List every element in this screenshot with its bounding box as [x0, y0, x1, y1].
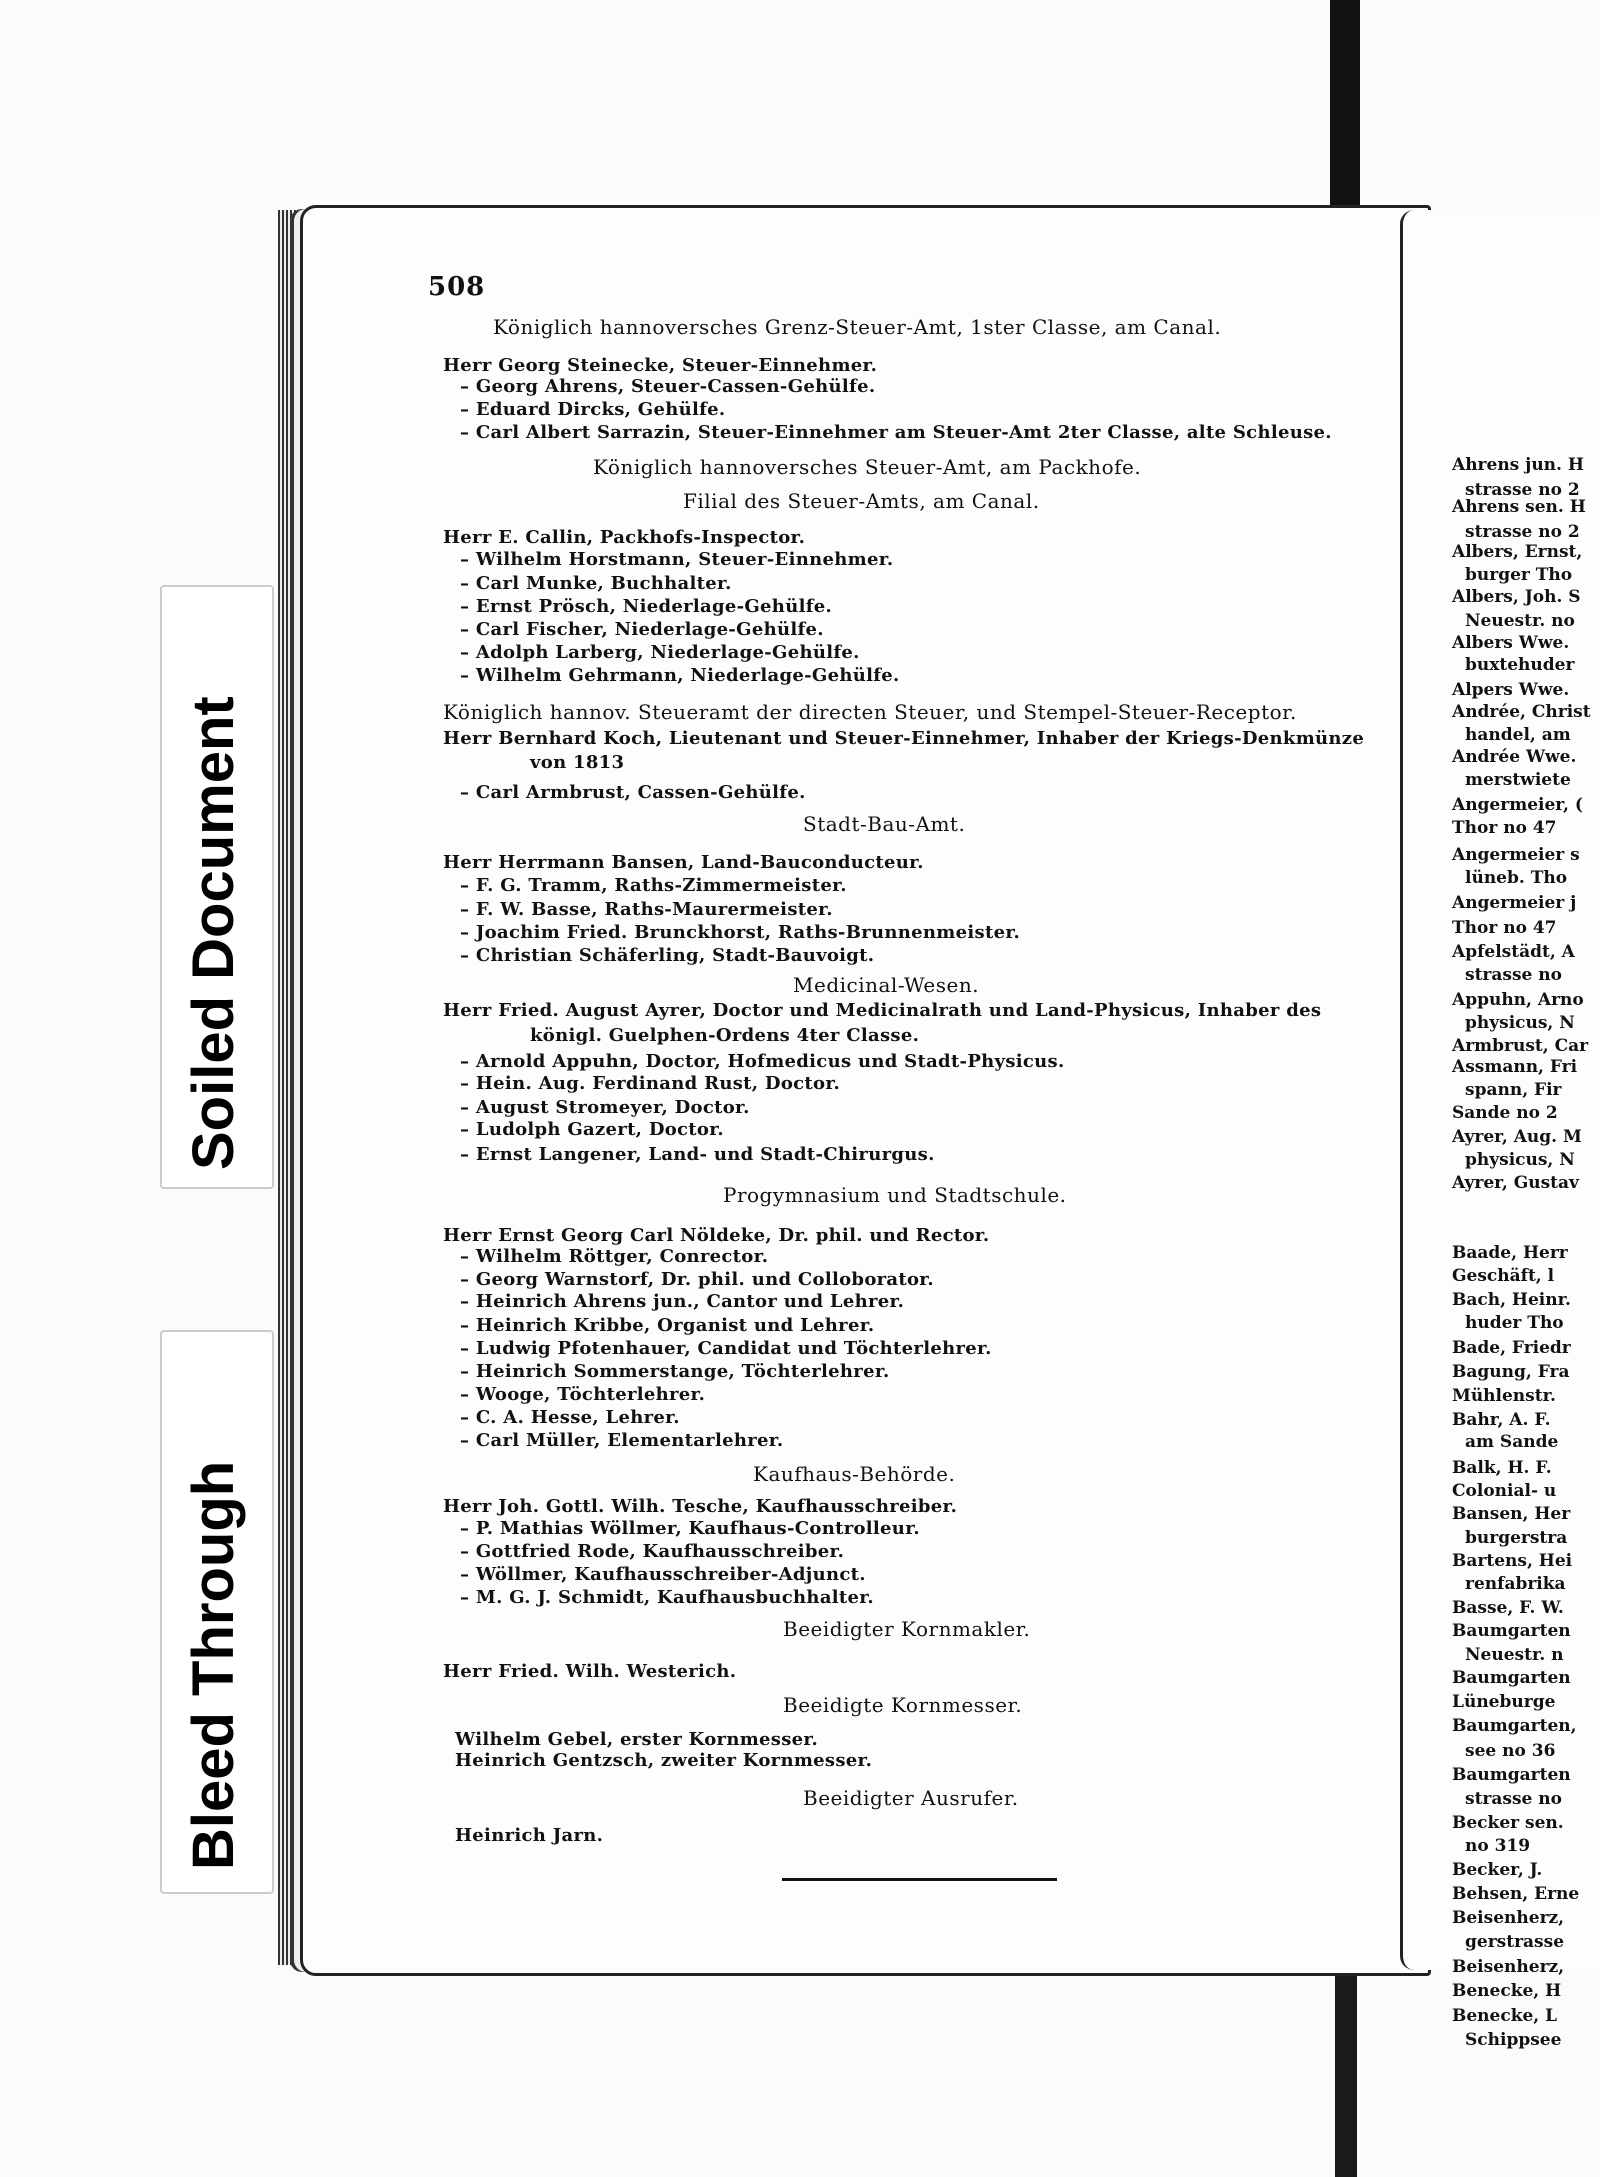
right-page-entry-line: Schippsee	[1465, 2030, 1562, 2050]
right-page-entry-line: Becker, J.	[1452, 1860, 1543, 1880]
entry-line: – Carl Fischer, Niederlage-Gehülfe.	[460, 619, 824, 640]
entry-line: – Carl Armbrust, Cassen-Gehülfe.	[460, 782, 806, 803]
entry-line: – F. G. Tramm, Raths-Zimmermeister.	[460, 875, 847, 896]
section-heading: Medicinal-Wesen.	[793, 973, 980, 997]
right-page-entry-line: Bade, Friedr	[1452, 1338, 1571, 1358]
right-page-entry-line: Mühlenstr.	[1452, 1386, 1556, 1406]
entry-line: – Georg Warnstorf, Dr. phil. und Colloborator.	[460, 1269, 934, 1290]
entry-line: – Wöllmer, Kaufhausschreiber-Adjunct.	[460, 1564, 866, 1585]
entry-line: Herr Herrmann Bansen, Land-Bauconducteur.	[443, 852, 924, 873]
right-page-entry-line: Ahrens sen. H	[1452, 497, 1586, 517]
right-page-entry-line: Lüneburge	[1452, 1692, 1556, 1712]
entry-line: – Heinrich Sommerstange, Töchterlehrer.	[460, 1361, 890, 1382]
section-heading: Königlich hannov. Steueramt der directen Steuer, und Stempel-Steuer-Receptor.	[443, 700, 1297, 724]
right-page-entry-line: am Sande	[1465, 1432, 1559, 1452]
page-number: 508	[428, 272, 486, 302]
right-page-entry-line: handel, am	[1465, 725, 1571, 745]
right-page-entry-line: Basse, F. W.	[1452, 1598, 1564, 1618]
entry-line: – Eduard Dircks, Gehülfe.	[460, 399, 726, 420]
right-page-entry-line: Baumgarten	[1452, 1621, 1571, 1641]
entry-line: – Hein. Aug. Ferdinand Rust, Doctor.	[460, 1073, 841, 1094]
section-heading: Progymnasium und Stadtschule.	[723, 1183, 1067, 1207]
entry-line: – Ernst Langener, Land- und Stadt-Chirurgus.	[460, 1144, 935, 1165]
right-page-entry-line: Neuestr. n	[1465, 1645, 1564, 1665]
entry-line: – M. G. J. Schmidt, Kaufhausbuchhalter.	[460, 1587, 874, 1608]
entry-line: – Ludolph Gazert, Doctor.	[460, 1119, 724, 1140]
right-page-entry-line: renfabrika	[1465, 1574, 1566, 1594]
right-page-entry-line: Bach, Heinr.	[1452, 1290, 1571, 1310]
entry-line: – Carl Munke, Buchhalter.	[460, 573, 732, 594]
right-page-entry-line: Behsen, Erne	[1452, 1884, 1580, 1904]
entry-line: Herr Bernhard Koch, Lieutenant und Steuer-Einnehmer, Inhaber der Kriegs-Denkmünze	[443, 728, 1365, 749]
right-page-entry-line: merstwiete	[1465, 770, 1571, 790]
right-page-entry-line: Geschäft, l	[1452, 1266, 1555, 1286]
entry-line: – Wilhelm Gehrmann, Niederlage-Gehülfe.	[460, 665, 900, 686]
entry-line: – Carl Albert Sarrazin, Steuer-Einnehmer am Steuer-Amt 2ter Classe, alte Schleuse.	[460, 422, 1332, 443]
right-page-entry-line: Albers Wwe.	[1452, 633, 1570, 653]
entry-line: – P. Mathias Wöllmer, Kaufhaus-Controlleur.	[460, 1518, 920, 1539]
right-page-entry-line: physicus, N	[1465, 1013, 1575, 1033]
right-page-entry-line: Andrée, Christ	[1452, 702, 1591, 722]
right-page-entry-line: Balk, H. F.	[1452, 1458, 1552, 1478]
entry-line: – Carl Müller, Elementarlehrer.	[460, 1430, 784, 1451]
entry-line: Herr Fried. August Ayrer, Doctor und Medicinalrath und Land-Physicus, Inhaber des	[443, 1000, 1322, 1021]
right-page-entry-line: Angermeier s	[1452, 845, 1580, 865]
entry-line: – Arnold Appuhn, Doctor, Hofmedicus und Stadt-Physicus.	[460, 1051, 1065, 1072]
entry-line: – C. A. Hesse, Lehrer.	[460, 1407, 680, 1428]
right-page-entry-line: Armbrust, Car	[1452, 1036, 1589, 1056]
separator-rule	[782, 1878, 1057, 1881]
entry-line: Herr Joh. Gottl. Wilh. Tesche, Kaufhausschreiber.	[443, 1496, 958, 1517]
right-page-entry-line: Baumgarten	[1452, 1668, 1571, 1688]
entry-line: Heinrich Gentzsch, zweiter Kornmesser.	[455, 1750, 873, 1771]
section-heading: Königlich hannoversches Steuer-Amt, am Packhofe.	[593, 455, 1142, 479]
entry-line: – Wilhelm Horstmann, Steuer-Einnehmer.	[460, 549, 894, 570]
right-page-entry-line: gerstrasse	[1465, 1932, 1565, 1952]
right-page-entry-line: physicus, N	[1465, 1150, 1575, 1170]
right-page-entry-line: Appuhn, Arno	[1452, 990, 1584, 1010]
right-page-entry-line: lüneb. Tho	[1465, 868, 1568, 888]
right-page-entry-line: Apfelstädt, A	[1452, 942, 1575, 962]
entry-line: Herr Georg Steinecke, Steuer-Einnehmer.	[443, 355, 878, 376]
entry-line: – Heinrich Ahrens jun., Cantor und Lehrer.	[460, 1291, 905, 1312]
entry-line: Herr E. Callin, Packhofs-Inspector.	[443, 527, 806, 548]
entry-line: – Gottfried Rode, Kaufhausschreiber.	[460, 1541, 845, 1562]
right-page-entry-line: Bagung, Fra	[1452, 1362, 1570, 1382]
entry-line: – Wilhelm Röttger, Conrector.	[460, 1246, 769, 1267]
right-page-entry-line: spann, Fir	[1465, 1080, 1562, 1100]
entry-line: – Ernst Prösch, Niederlage-Gehülfe.	[460, 596, 833, 617]
right-page-entry-line: Thor no 47	[1452, 818, 1557, 838]
right-page-entry-line: Bansen, Her	[1452, 1504, 1571, 1524]
right-page-entry-line: Becker sen.	[1452, 1813, 1564, 1833]
right-page-entry-line: Baade, Herr	[1452, 1243, 1568, 1263]
right-page-entry-line: strasse no	[1465, 1789, 1562, 1809]
bleed-through-label: Bleed Through	[181, 1460, 246, 1870]
entry-line: – Adolph Larberg, Niederlage-Gehülfe.	[460, 642, 860, 663]
right-page-entry-line: Ahrens jun. H	[1452, 455, 1584, 475]
right-page-entry-line: Bartens, Hei	[1452, 1551, 1573, 1571]
right-page-entry-line: Angermeier, (	[1452, 795, 1583, 815]
right-page-entry-line: Neuestr. no	[1465, 611, 1575, 631]
right-page-entry-line: Baumgarten	[1452, 1765, 1571, 1785]
right-page-entry-line: Benecke, H	[1452, 1981, 1562, 2001]
right-page-entry-line: Benecke, L	[1452, 2006, 1558, 2026]
right-page-entry-line: Bahr, A. F.	[1452, 1410, 1551, 1430]
right-page-entry-line: see no 36	[1465, 1741, 1556, 1761]
entry-line: Herr Ernst Georg Carl Nöldeke, Dr. phil. und Rector.	[443, 1225, 990, 1246]
right-page-entry-line: Thor no 47	[1452, 918, 1557, 938]
entry-line: – Heinrich Kribbe, Organist und Lehrer.	[460, 1315, 875, 1336]
entry-line: – Ludwig Pfotenhauer, Candidat und Töchterlehrer.	[460, 1338, 992, 1359]
entry-line: Herr Fried. Wilh. Westerich.	[443, 1661, 737, 1682]
right-page-entry-line: burger Tho	[1465, 565, 1573, 585]
right-page-entry-line: strasse no 2	[1465, 480, 1580, 500]
entry-line: von 1813	[530, 752, 625, 773]
section-heading: Beeidigter Ausrufer.	[803, 1786, 1019, 1810]
right-page-entry-line: Sande no 2	[1452, 1103, 1558, 1123]
right-page-entry-line: buxtehuder	[1465, 655, 1575, 675]
section-heading: Kaufhaus-Behörde.	[753, 1462, 956, 1486]
section-heading: Beeidigte Kornmesser.	[783, 1693, 1023, 1717]
right-page-entry-line: Albers, Joh. S	[1452, 587, 1581, 607]
right-page-entry-line: Angermeier j	[1452, 893, 1577, 913]
right-page-entry-line: no 319	[1465, 1836, 1531, 1856]
entry-line: Heinrich Jarn.	[455, 1825, 604, 1846]
section-heading: Stadt-Bau-Amt.	[803, 812, 966, 836]
right-page-entry-line: Baumgarten,	[1452, 1716, 1577, 1736]
section-heading: Filial des Steuer-Amts, am Canal.	[683, 489, 1040, 513]
right-page-entry-line: strasse no 2	[1465, 522, 1580, 542]
right-page-entry-line: huder Tho	[1465, 1313, 1564, 1333]
entry-line: Wilhelm Gebel, erster Kornmesser.	[455, 1729, 819, 1750]
right-page-entry-line: Ayrer, Aug. M	[1452, 1127, 1582, 1147]
right-page-entry-line: Ayrer, Gustav	[1452, 1173, 1579, 1193]
section-heading: Beeidigter Kornmakler.	[783, 1617, 1031, 1641]
section-heading: Königlich hannoversches Grenz-Steuer-Amt, 1ster Classe, am Canal.	[493, 315, 1222, 339]
entry-line: – Wooge, Töchterlehrer.	[460, 1384, 706, 1405]
entry-line: – August Stromeyer, Doctor.	[460, 1097, 750, 1118]
entry-line: – Joachim Fried. Brunckhorst, Raths-Brunnenmeister.	[460, 922, 1021, 943]
right-page-entry-line: burgerstra	[1465, 1528, 1568, 1548]
right-page-entry-line: Colonial- u	[1452, 1481, 1557, 1501]
right-page-entry-line: Andrée Wwe.	[1452, 747, 1577, 767]
right-page-entry-line: strasse no	[1465, 965, 1562, 985]
entry-line: – Georg Ahrens, Steuer-Cassen-Gehülfe.	[460, 376, 876, 397]
right-page-entry-line: Beisenherz,	[1452, 1957, 1565, 1977]
entry-line: – Christian Schäferling, Stadt-Bauvoigt.	[460, 945, 875, 966]
right-page-entry-line: Beisenherz,	[1452, 1908, 1565, 1928]
right-page-entry-line: Albers, Ernst,	[1452, 542, 1583, 562]
soiled-document-label: Soiled Document	[181, 696, 246, 1170]
entry-line: – F. W. Basse, Raths-Maurermeister.	[460, 899, 833, 920]
entry-line: königl. Guelphen-Ordens 4ter Classe.	[530, 1025, 920, 1046]
right-page-entry-line: Alpers Wwe.	[1452, 680, 1570, 700]
scan-margin-bar	[1330, 0, 1360, 215]
right-page-entry-line: Assmann, Fri	[1452, 1057, 1578, 1077]
